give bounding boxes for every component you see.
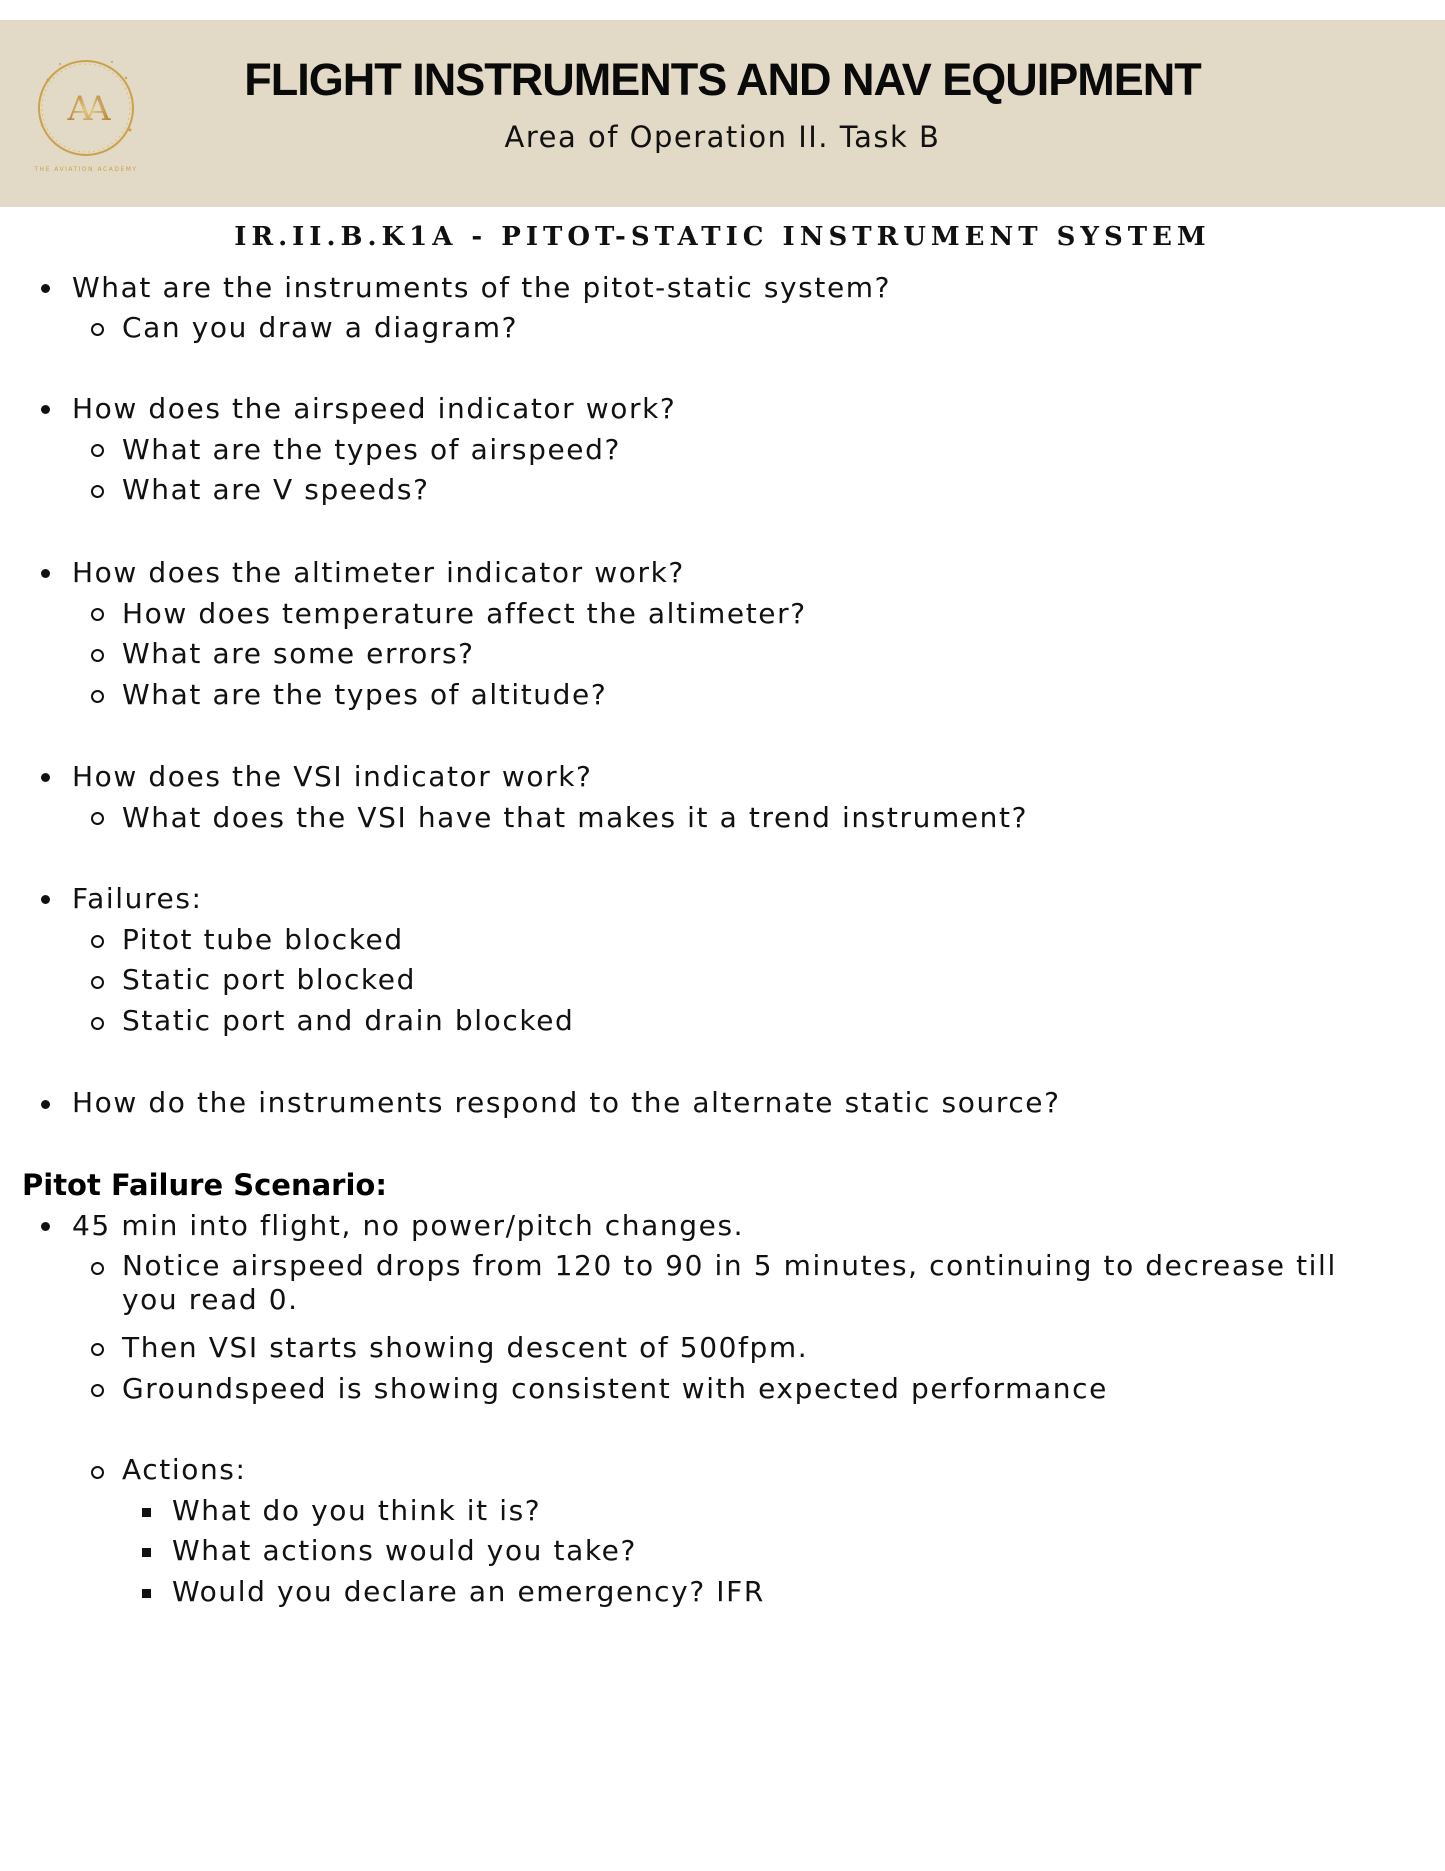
sub-bullet <box>91 1262 104 1275</box>
sub-bullet <box>91 1343 104 1356</box>
action-item: Would you declare an emergency? IFR <box>172 1575 765 1608</box>
question-subitem: Static port blocked <box>122 963 416 996</box>
scenario-subitem: Then VSI starts showing descent of 500fpm. <box>122 1331 809 1364</box>
question-subitem: What are V speeds? <box>122 473 430 506</box>
top-margin <box>0 0 1445 20</box>
question-item: What are the instruments of the pitot-static system? <box>72 271 892 304</box>
sub-bullet <box>91 690 104 703</box>
question-item: Failures: <box>72 882 203 915</box>
square-bullet <box>142 1548 151 1557</box>
bullet <box>41 284 50 293</box>
logo-monogram: AA <box>67 89 105 129</box>
scenario-subitem-continued: you read 0. <box>122 1283 299 1316</box>
square-bullet <box>142 1508 151 1517</box>
scenario-subitem: Groundspeed is showing consistent with expected performance <box>122 1372 1108 1405</box>
question-item: How does the VSI indicator work? <box>72 760 593 793</box>
scenario-subitem: Notice airspeed drops from 120 to 90 in 5 minutes, continuing to decrease till <box>122 1249 1337 1282</box>
question-subitem: What are the types of airspeed? <box>122 433 621 466</box>
question-subitem: Pitot tube blocked <box>122 923 404 956</box>
action-item: What do you think it is? <box>172 1494 542 1527</box>
square-bullet <box>142 1589 151 1598</box>
sub-bullet <box>91 812 104 825</box>
page-title: FLIGHT INSTRUMENTS AND NAV EQUIPMENT <box>244 54 1201 105</box>
sub-bullet <box>91 608 104 621</box>
question-item: How do the instruments respond to the alternate static source? <box>72 1086 1061 1119</box>
action-item: What actions would you take? <box>172 1534 637 1567</box>
sub-bullet <box>91 323 104 336</box>
question-subitem: How does temperature affect the altimeter? <box>122 597 807 630</box>
bullet <box>41 773 50 782</box>
bullet <box>41 1100 50 1109</box>
question-item: How does the altimeter indicator work? <box>72 556 685 589</box>
sub-bullet <box>91 935 104 948</box>
page-subtitle: Area of Operation II. Task B <box>504 120 941 154</box>
logo-caption: THE AVIATION ACADEMY <box>34 166 138 173</box>
question-item: How does the airspeed indicator work? <box>72 392 677 425</box>
sub-bullet <box>91 1384 104 1397</box>
sub-bullet <box>91 485 104 498</box>
question-subitem: Static port and drain blocked <box>122 1004 575 1037</box>
section-heading: IR.II.B.K1A - PITOT-STATIC INSTRUMENT SYSTEM <box>234 222 1211 252</box>
sub-bullet <box>91 976 104 989</box>
actions-label: Actions: <box>122 1453 247 1486</box>
bullet <box>41 1222 50 1231</box>
scenario-heading: Pitot Failure Scenario: <box>22 1168 387 1202</box>
bullet <box>41 569 50 578</box>
question-subitem: Can you draw a diagram? <box>122 311 519 344</box>
scenario-item: 45 min into flight, no power/pitch changes. <box>72 1209 745 1242</box>
header-band <box>0 20 1445 207</box>
sub-bullet <box>91 649 104 662</box>
sub-bullet <box>91 1017 104 1030</box>
sub-bullet <box>91 444 104 457</box>
bullet <box>41 895 50 904</box>
question-subitem: What are some errors? <box>122 637 475 670</box>
bullet <box>41 405 50 414</box>
question-subitem: What does the VSI have that makes it a trend instrument? <box>122 801 1029 834</box>
sub-bullet <box>91 1466 104 1479</box>
question-subitem: What are the types of altitude? <box>122 678 608 711</box>
